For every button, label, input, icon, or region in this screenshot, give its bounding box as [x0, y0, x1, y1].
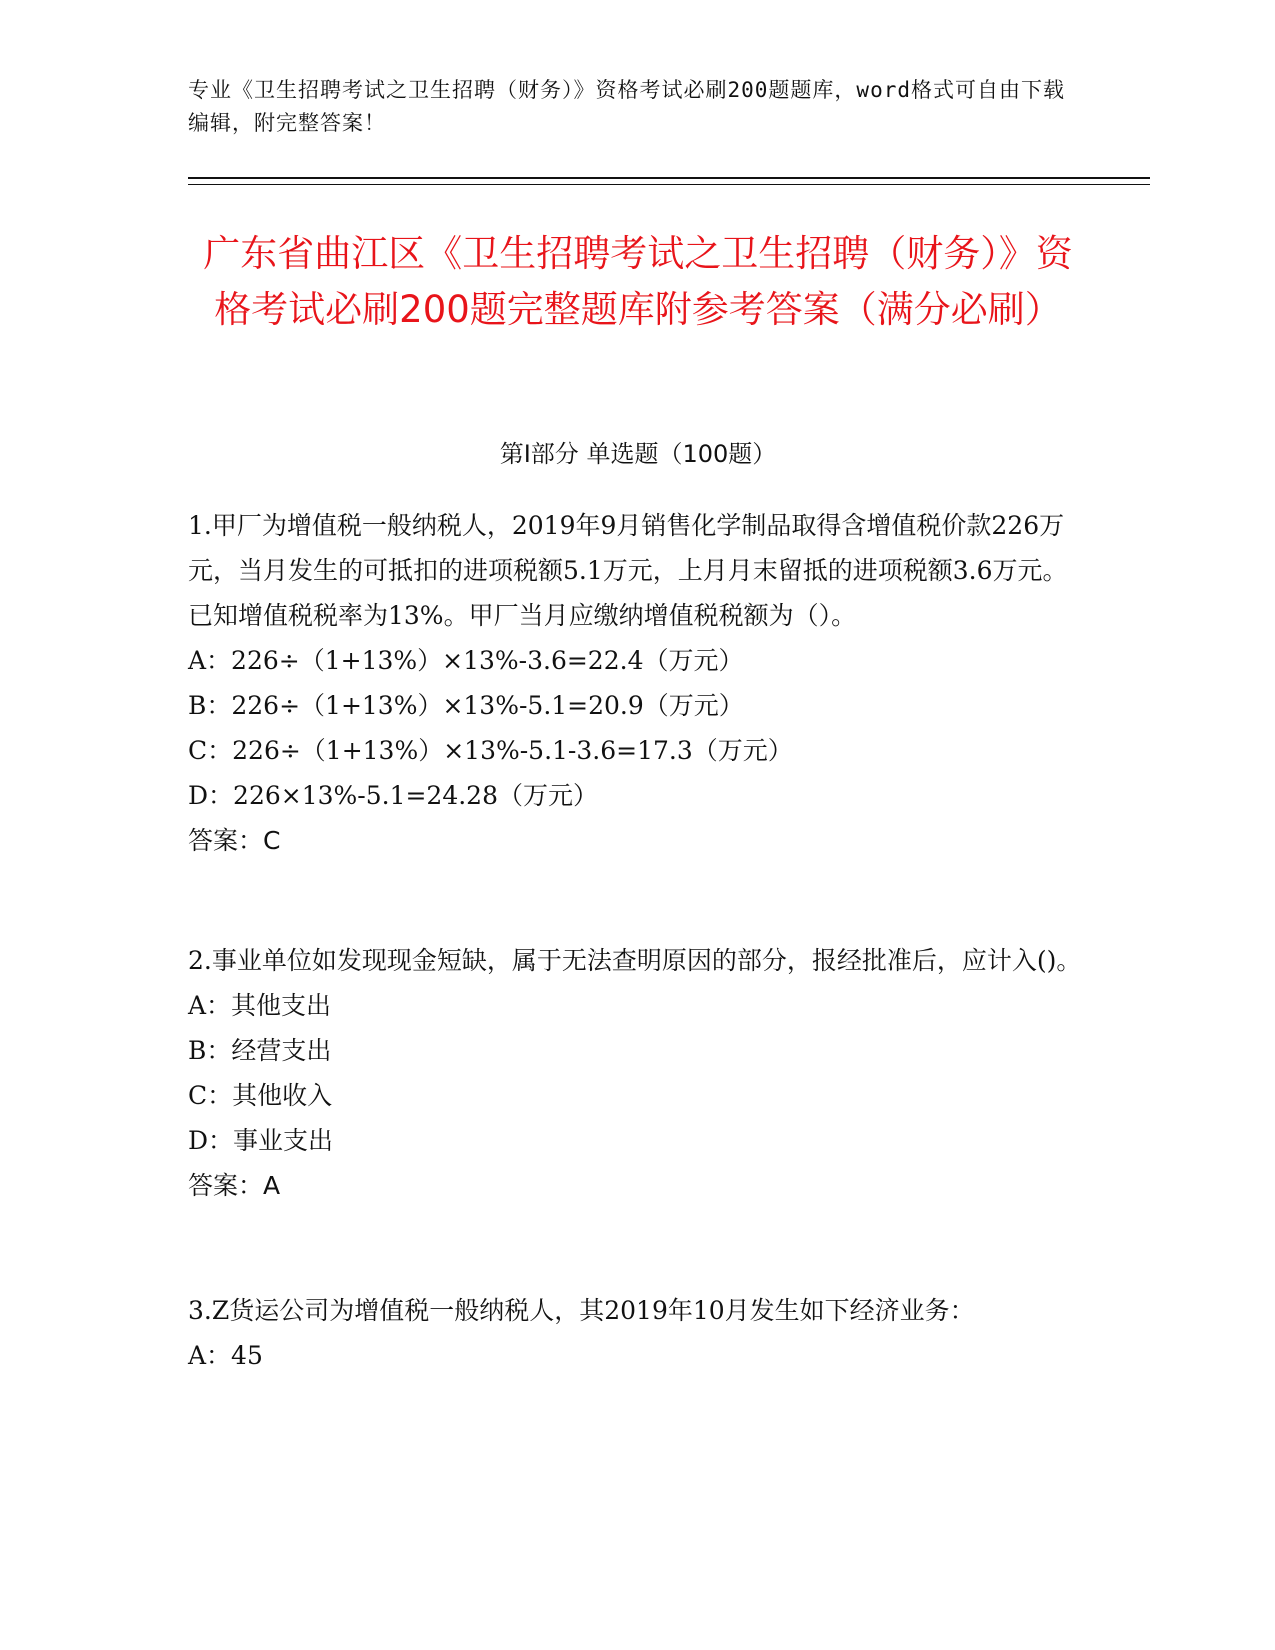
option-d: D：事业支出	[188, 1126, 334, 1155]
question-stem: 1.甲厂为增值税一般纳税人，2019年9月销售化学制品取得含增值税价款226万元，当月发生的可抵扣的进项税额5.1万元，上月月末留抵的进项税额3.6万元。已知增值税税率为13%。甲厂当月应缴纳增值税税额为（）。	[188, 511, 1068, 630]
option-a: A：45	[188, 1341, 263, 1370]
option-a: A：其他支出	[188, 991, 332, 1020]
question-2	[188, 938, 1088, 1208]
question-stem: 2.事业单位如发现现金短缺，属于无法查明原因的部分，报经批准后，应计入()。	[188, 946, 1082, 975]
header-divider-thick	[188, 177, 1150, 179]
header-note: 专业《卫生招聘考试之卫生招聘（财务）》资格考试必刷200题题库，word格式可自由下载编辑，附完整答案！	[188, 78, 1065, 135]
option-a: A：226÷（1+13%）×13%-3.6=22.4（万元）	[188, 646, 744, 675]
option-b: B：经营支出	[188, 1036, 332, 1065]
header-divider-thin	[188, 184, 1150, 185]
option-c: C：226÷（1+13%）×13%-5.1-3.6=17.3（万元）	[188, 736, 793, 765]
option-b: B：226÷（1+13%）×13%-5.1=20.9（万元）	[188, 691, 744, 720]
question-1	[188, 503, 1088, 863]
option-c: C：其他收入	[188, 1081, 333, 1110]
question-3	[188, 1288, 1088, 1378]
answer: 答案：C	[188, 826, 281, 855]
option-d: D：226×13%-5.1=24.28（万元）	[188, 781, 598, 810]
question-stem: 3.Z货运公司为增值税一般纳税人，其2019年10月发生如下经济业务：	[188, 1296, 975, 1325]
answer: 答案：A	[188, 1171, 281, 1200]
section-title: 第Ⅰ部分 单选题（100题）	[499, 440, 777, 468]
document-title: 广东省曲江区《卫生招聘考试之卫生招聘（财务）》资格考试必刷200题完整题库附参考答案（满分必刷）	[203, 232, 1073, 331]
